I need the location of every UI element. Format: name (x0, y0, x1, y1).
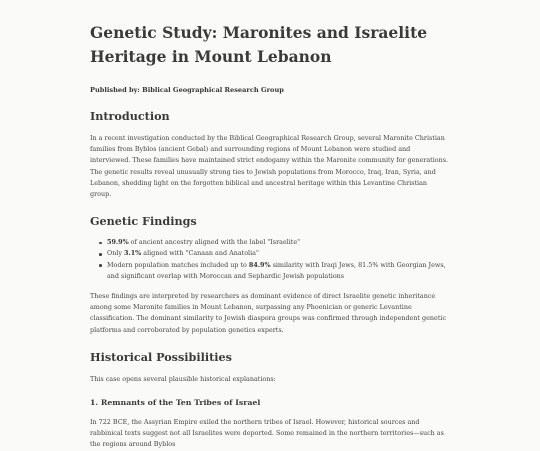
section-heading-introduction: Introduction (90, 109, 170, 123)
list-item (107, 248, 450, 259)
publisher-line: Published by: Biblical Geographical Research Group (90, 86, 284, 94)
finding-prefix: Modern population matches included up to (107, 260, 249, 269)
list-item (107, 260, 450, 282)
findings-list (90, 237, 450, 282)
page-title: Genetic Study: Maronites and Israelite Heritage in Mount Lebanon (90, 23, 428, 66)
section-heading-genetic-findings: Genetic Findings (90, 214, 197, 229)
subsection-heading-ten-tribes: 1. Remnants of the Ten Tribes of Israel (90, 398, 261, 408)
finding-value: 84.9% (248, 260, 271, 269)
introduction-paragraph: In a recent investigation conducted by the Biblical Geographical Research Group, several Maronite Christian families from Byblos (ancient Gebal) and surrounding regions of Mount Lebanon were studied and interviewed. These families have maintained strict endogamy within the Maronite community for generations. The genetic results reveal unusually strong ties to Jewish populations from Morocco, Iraq, Iran, Syria, and Lebanon, shedding light on the forgotten biblical and ancestral heritage within this Levantine Christian group. (90, 134, 449, 199)
finding-text: of ancient ancestry aligned with the label "Israelite" (128, 238, 301, 247)
finding-text: similarity with Iraqi Jews, 81.5% with Georgian Jews, and significant overlap with Moroccan and Sephardic Jewish populations (107, 260, 446, 280)
finding-prefix: Only (107, 249, 125, 258)
finding-value: 59.9% (107, 238, 129, 247)
findings-paragraph: These findings are interpreted by researchers as dominant evidence of direct Israelite genetic inheritance among some Maronite families in Mount Lebanon, surpassing any Phoenician or generic Levantine classification. The dominant similarity to Jewish diaspora groups was confirmed through independent genetic platforms and corroborated by population genetics experts. (90, 292, 447, 334)
ten-tribes-paragraph: In 722 BCE, the Assyrian Empire exiled the northern tribes of Israel. However, historical sources and rabbinical texts suggest not all Israelites were deported. Some remained in the northern territories—such as the regions around Byblos (90, 418, 444, 449)
list-item (107, 237, 450, 248)
historical-paragraph: This case opens several plausible historical explanations: (90, 374, 276, 383)
section-heading-historical-possibilities: Historical Possibilities (90, 349, 232, 364)
finding-value: 3.1% (124, 249, 142, 258)
finding-text: aligned with "Canaan and Anatolia" (141, 249, 259, 258)
